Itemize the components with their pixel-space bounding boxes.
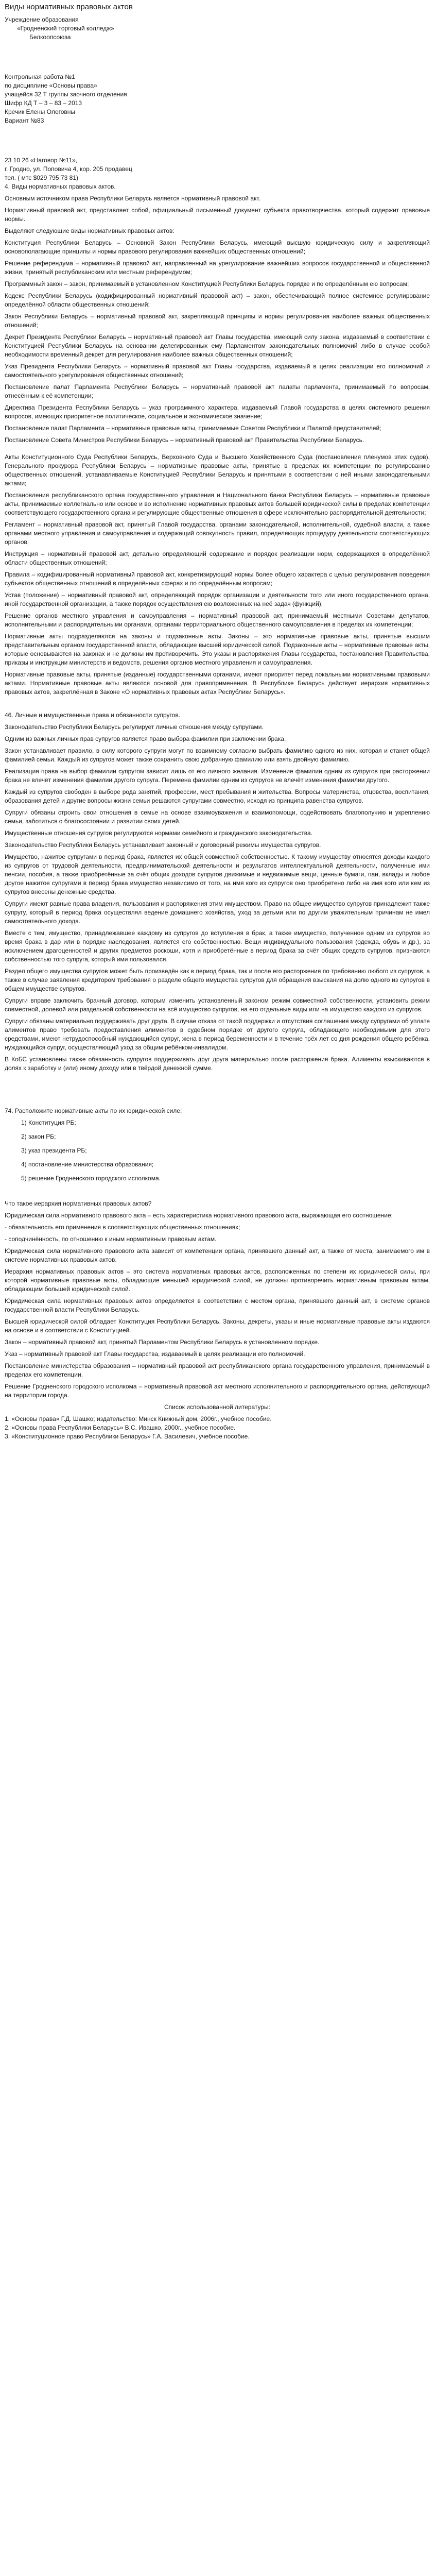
- references-heading: Список использованной литературы:: [164, 1403, 270, 1411]
- section-4: [5, 182, 430, 697]
- paragraph: Программный закон – закон, принимаемый в установленном Конституцией Республики Беларусь порядке и по определённым ею вопросам;: [5, 280, 409, 287]
- paragraph: Закон – нормативный правовой акт, принятый Парламентом Республики Беларусь в установленном порядке.: [5, 1338, 320, 1346]
- section-heading: 4. Виды нормативных правовых актов.: [5, 183, 116, 190]
- reference-item: 3. «Конституционное право Республики Беларусь» Г.А. Василевич, учебное пособие.: [5, 1433, 250, 1440]
- paragraph: Постановление палат Парламента Республики Беларусь – нормативный правовой акт палаты парламента, принимаемый по вопросам, отнесённым к её компетенции;: [5, 383, 430, 399]
- paragraph: Законодательство Республики Беларусь регулирует личные отношения между супругами.: [5, 723, 264, 731]
- list-item: 1) Конституция РБ;: [21, 1119, 76, 1126]
- paragraph: Законодательство Республики Беларусь устанавливает законный и договорный режимы имущества супругов.: [5, 841, 321, 849]
- paragraph: Юридическая сила нормативного правового акта зависит от компетенции органа, принявшего данный акт, а также от места, занимаемого им в системе нормативных правовых актов.: [5, 1247, 430, 1263]
- paragraph: Вместе с тем, имущество, принадлежавшее каждому из супругов до вступления в брак, а также имущество, полученное одним из супругов во время брака в дар или в порядке наследования, является его собственностью. Вещи индивидуального пользования (одежда, обувь и др.), за исключением драгоценностей и других предметов роскоши, хотя и приобретённые в период брака за счёт общих средств супругов, признаются собственностью того супруга, который ими пользовался.: [5, 929, 430, 963]
- paragraph: Юридическая сила нормативных правовых актов определяется в соответствии с местом органа, принявшего данный акт, в системе органов государственной власти Республики Беларусь.: [5, 1297, 430, 1313]
- references: [5, 1403, 430, 1441]
- list-item: 2) закон РБ;: [21, 1133, 56, 1140]
- paragraph: Решение органов местного управления и самоуправления – нормативный правовой акт, принимаемый местными Советами депутатов, исполнительными и распорядительными органами, органами территориального общественного самоуправления в пределах их компетенции;: [5, 612, 430, 628]
- address-line: г. Гродно, ул. Поповича 4, кор. 205 продавец: [5, 165, 132, 173]
- paragraph: Нормативные правовые акты, принятые (изданные) государственными органами, имеют приоритет перед локальными нормативными правовыми актами. Нормативные правовые акты являются основой для правоприменения. В Республике Беларусь действует иерархия нормативных правовых актов, закреплённая в Законе «О нормативных правовых актах Республики Беларусь».: [5, 671, 430, 696]
- paragraph: Раздел общего имущества супругов может быть произведён как в период брака, так и после его расторжения по требованию любого из супругов, а также в случае заявления кредитором требования о разделе общего имущества супругов для обращения взыскания на долю одного из супругов в общем имуществе супругов.: [5, 968, 430, 992]
- paragraph: Закон Республики Беларусь – нормативный правовой акт, закрепляющий принципы и нормы регулирования наиболее важных общественных отношений;: [5, 313, 430, 329]
- paragraph: Постановления республиканского органа государственного управления и Национального банка Республики Беларусь – нормативные правовые акты, принимаемые коллегиально или основе и во исполнение нормативных правовых актов большей юридической силы в пределах компетенции соответствующего государственного органа и регулирующие общественные отношения в сфере исключительно распорядительной деятельности;: [5, 492, 430, 516]
- work-line: по дисциплине «Основы права»: [5, 82, 97, 89]
- section-74: [5, 1107, 430, 1400]
- header-line: Белкоопсоюза: [29, 33, 71, 41]
- question-text: Что такое иерархия нормативных правовых актов?: [5, 1200, 152, 1207]
- paragraph: Высшей юридической силой обладает Конституция Республики Беларусь. Законы, декреты, указы и иные нормативные правовые акты издаются на основе и в соответствии с Конституцией.: [5, 1318, 430, 1334]
- paragraph: Каждый из супругов свободен в выборе рода занятий, профессии, мест пребывания и жительства. Вопросы материнства, отцовства, воспитания, образования детей и другие вопросы жизни семьи решаются супругами совместно, исходя из принципа равенства супругов.: [5, 788, 430, 804]
- paragraph: Супруги обязаны строить свои отношения в семье на основе взаимоуважения и взаимопомощи, содействовать благополучию и укреплению семьи, заботиться о благосостоянии и развитии своих детей.: [5, 809, 430, 825]
- paragraph: Юридическая сила нормативного правового акта – есть характеристика нормативного правового акта, выражающая его соотношение:: [5, 1212, 393, 1219]
- paragraph: Выделяют следующие виды нормативных правовых актов:: [5, 227, 175, 234]
- section-heading: 74. Расположите нормативные акты по их юридической силе:: [5, 1107, 182, 1114]
- paragraph: Решение Гродненского городского исполкома – нормативный правовой акт местного исполнительного и распорядительного органа, действующий на территории города.: [5, 1383, 430, 1399]
- work-line: учащейся 32 Т группы заочного отделения: [5, 91, 127, 98]
- list-item: 4) постановление министерства образования;: [21, 1161, 154, 1168]
- paragraph: Директива Президента Республики Беларусь – указ программного характера, издаваемый Главой государства в целях системного решения вопросов, имеющих приоритетное политическое, социальное и экономическое значение;: [5, 404, 430, 420]
- section-46: [5, 711, 430, 1073]
- paragraph: - обязательность его применения в соответствующих общественных отношениях;: [5, 1224, 240, 1231]
- paragraph: Основным источником права Республики Беларусь является нормативный правовой акт.: [5, 195, 260, 202]
- list-item: 3) указ президента РБ;: [21, 1147, 87, 1154]
- paragraph: Постановление палат Парламента – нормативные правовые акты, принимаемые Советом Республики и Палатой представителей;: [5, 425, 381, 432]
- header-line: «Гродненский торговый колледж»: [17, 25, 114, 32]
- paragraph: - соподчинённость, по отношению к иным нормативным правовым актам.: [5, 1235, 217, 1243]
- work-line: Кречик Елены Олеговны: [5, 108, 76, 115]
- paragraph: Закон устанавливает правило, в силу которого супруги могут по взаимному согласию выбрать фамилию одного из них, которая и станет общей фамилией семьи. Каждый из супругов может также сохранить свою добрачную фамилию или взять двойную фамилию.: [5, 747, 430, 763]
- paragraph: Имущество, нажитое супругами в период брака, является их общей совместной собственностью. К такому имуществу относятся доходы каждого из супругов от трудовой деятельности, предпринимательской деятельности и результатов интеллектуальной деятельности, полученные ими пенсии, пособия, а также приобретённые за счёт общих доходов супругов движимые и недвижимые вещи, ценные бумаги, паи, вклады и любое другое нажитое супругами в период брака имущество независимо от того, на имя кого из супругов оно приобретено либо на имя кого или кем из супругов внесены денежные средства.: [5, 853, 430, 895]
- paragraph: Указ Президента Республики Беларусь – нормативный правовой акт Главы государства, издаваемый в целях реализации его полномочий и самостоятельного урегулирования общественных отношений;: [5, 363, 430, 379]
- paragraph: Устав (положение) – нормативный правовой акт, определяющий порядок организации и деятельности того или иного государственного органа, иной государственной организации, а также порядок осуществления ею возложенных на неё задач (функций);: [5, 591, 430, 607]
- paragraph: Нормативный правовой акт, представляет собой, официальный письменный документ субъекта правотворчества, который содержит правовые нормы.: [5, 207, 430, 223]
- paragraph: Постановление министерства образования – нормативный правовой акт республиканского органа государственного управления, принимаемый в пределах его компетенции.: [5, 1362, 430, 1378]
- header-line: Учреждение образования: [5, 16, 79, 23]
- paragraph: Кодекс Республики Беларусь (кодифицированный нормативный правовой акт) – закон, обеспечивающий полное системное регулирование определённой области общественных отношений;: [5, 292, 430, 308]
- address-line: 23 10 26 «Наговор №11»,: [5, 157, 78, 164]
- paragraph: Инструкция – нормативный правовой акт, детально определяющий содержание и порядок реализации норм, содержащихся в определённой области общественных отношений;: [5, 550, 430, 566]
- paragraph: Имущественные отношения супругов регулируются нормами семейного и гражданского законодательства.: [5, 829, 313, 837]
- paragraph: Декрет Президента Республики Беларусь – нормативный правовой акт Главы государства, имеющий силу закона, издаваемый в соответствии с Конституцией Республики Беларусь на основании делегированных ему Парламентом законодательных полномочий либо в случае особой необходимости временный декрет для регулирования наиболее важных общественных отношений;: [5, 333, 430, 358]
- address-block: [5, 156, 430, 182]
- paragraph: Супруги имеют равные права владения, пользования и распоряжения этим имуществом. Право на общее имущество супругов принадлежит также супругу, который в период брака осуществлял ведение домашнего хозяйства, уход за детьми или по другим уважительным причинам не имел самостоятельного дохода.: [5, 900, 430, 925]
- paragraph: Конституция Республики Беларусь – Основной Закон Республики Беларусь, имеющий высшую юридическую силу и закрепляющий основополагающие принципы и нормы правового регулирования важнейших общественных отношений;: [5, 239, 430, 255]
- paragraph: Указ – нормативный правовой акт Главы государства, издаваемый в целях реализации его полномочий.: [5, 1350, 305, 1358]
- paragraph: Реализация права на выбор фамилии супругом зависит лишь от его личного желания. Изменение фамилии одним из супругов при расторжении брака не влечёт изменения фамилии другого супруга. Перемена фамилии одним из супругов не влечёт изменения фамилии другого.: [5, 768, 430, 784]
- page-title: Виды нормативных правовых актов: [5, 3, 133, 11]
- paragraph: Решение референдума – нормативный правовой акт, направленный на урегулирование важнейших вопросов государственной и общественной жизни, принятый республиканским или местным референдумом;: [5, 260, 430, 276]
- paragraph: Супруги вправе заключить брачный договор, которым изменить установленный законом режим совместной собственности, установить режим совместной, долевой или раздельной собственности на всё имущество супругов, на его отдельные виды или на имущество каждого из супругов.: [5, 997, 430, 1013]
- paragraph: В КоБС установлены также обязанность супругов поддерживать друг друга материально после расторжения брака. Алименты взыскиваются в долях к заработку и (или) иному доходу или в твёрдой денежной сумме.: [5, 1056, 430, 1072]
- paragraph: Регламент – нормативный правовой акт, принятый Главой государства, органами законодательной, исполнительной, судебной власти, а также органами местного управления и самоуправления и содержащий совокупность правил, определяющих процедуру деятельности соответствующих органов;: [5, 521, 430, 546]
- paragraph: Иерархия нормативных правовых актов – это система нормативных правовых актов, расположенных по степени их юридической силы, при которой нормативные правовые акты, обладающие меньшей юридической силой, не должны противоречить нормативным правовым актам, обладающим большей юридической силой.: [5, 1268, 430, 1293]
- reference-item: 2. «Основы права Республики Беларусь» В.С. Ивашко, 2000г., учебное пособие.: [5, 1424, 236, 1431]
- work-info-block: [5, 73, 430, 125]
- reference-item: 1. «Основы права» Г.Д. Шашко; издательство: Минск Книжный дом, 2006г., учебное пособие.: [5, 1415, 272, 1422]
- paragraph: Правила – кодифицированный нормативный правовой акт, конкретизирующий нормы более общего характера с целью регулирования поведения субъектов общественных отношений в определённых сферах и по определённым вопросам;: [5, 571, 430, 587]
- work-line: Контрольная работа №1: [5, 73, 75, 80]
- institution-block: [5, 15, 430, 42]
- paragraph: Нормативные акты подразделяются на законы и подзаконные акты. Законы – это нормативные правовые акты, принятые высшим представительным органом государственной власти, обладающие высшей юридической силой. Подзаконные акты – нормативные правовые акты, которые основываются на законах и не должны им противоречить. Это указы и распоряжения Главы государства, постановления Правительства, приказы и инструкции министерств и ведомств, решения органов местного управления и самоуправления.: [5, 633, 430, 666]
- work-line: Шифр КД Т – 3 – 83 – 2013: [5, 99, 82, 107]
- address-line: тел. ( мтс $029 795 73 81): [5, 174, 78, 181]
- list-item: 5) решение Гродненского городского исполкома.: [21, 1175, 161, 1182]
- paragraph: Супруги обязаны материально поддерживать друг друга. В случае отказа от такой поддержки и отсутствия соглашения между супругами об уплате алиментов право требовать предоставления алиментов в судебном порядке от другого супруга, обладающего необходимыми для этого средствами, имеют нетрудоспособный нуждающийся супруг, жена в период беременности и в течение трёх лет со дня рождения общего ребёнка, нуждающийся супруг, осуществляющий уход за общим ребёнком-инвалидом.: [5, 1018, 430, 1051]
- paragraph: Постановление Совета Министров Республики Беларусь – нормативный правовой акт Правительства Республики Беларусь.: [5, 436, 364, 444]
- section-heading: 46. Личные и имущественные права и обязанности супругов.: [5, 711, 181, 719]
- paragraph: Одним из важных личных прав супругов является право выбора фамилии при заключении брака.: [5, 735, 286, 742]
- work-line: Вариант №83: [5, 117, 44, 124]
- paragraph: Акты Конституционного Суда Республики Беларусь, Верховного Суда и Высшего Хозяйственного Суда (постановления пленумов этих судов), Генерального прокурора Республики Беларусь – нормативные правовые акты, принятые в пределах их компетенции по регулированию общественных отношений, устанавливаемые Конституцией Республики Беларусь и принятыми в соответствии с ней иными законодательными актами;: [5, 453, 430, 487]
